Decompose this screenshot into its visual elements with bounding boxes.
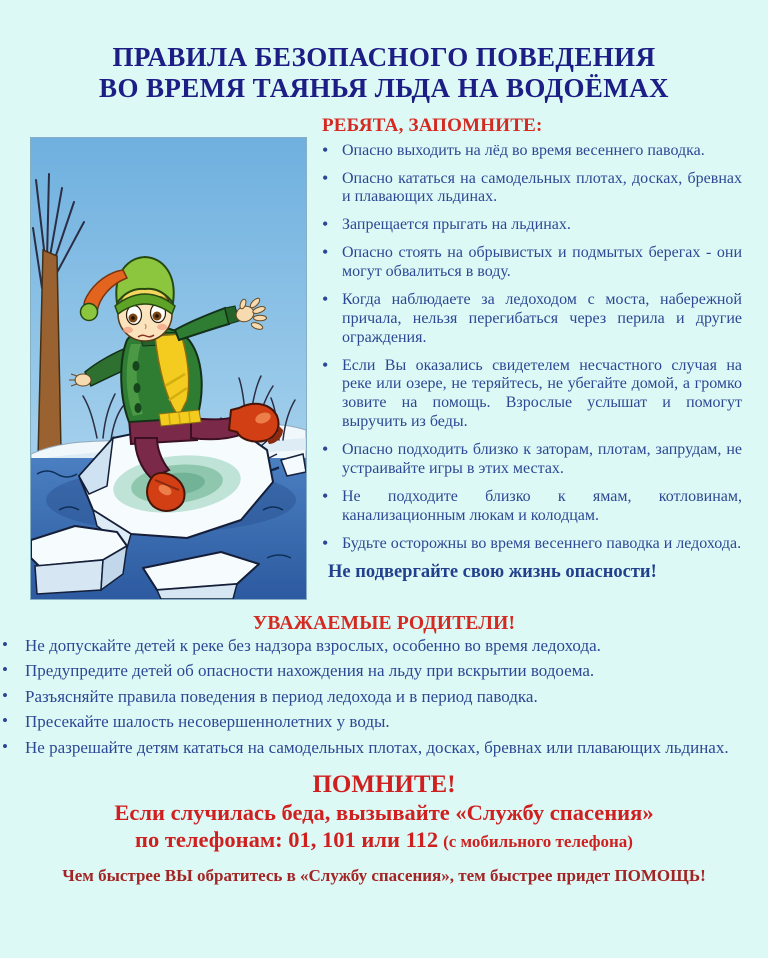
list-item: • Не разрешайте детям кататься на самодельных плотах, досках, бревнах или плавающих льдинах.: [0, 737, 768, 759]
parents-rules-list: [0, 635, 768, 759]
list-item: • Предупредите детей об опасности нахождения на льду при вскрытии водоема.: [0, 660, 768, 682]
title-line-2: ВО ВРЕМЯ ТАЯНЬЯ ЛЬДА НА ВОДОЁМАХ: [99, 73, 669, 104]
list-item: • Пресекайте шалость несовершеннолетних у воды.: [0, 711, 768, 733]
final-warning: Чем быстрее ВЫ обратитесь в «Службу спасения», тем быстрее придет ПОМОЩЬ!: [62, 865, 706, 885]
remember-heading: ПОМНИТЕ!: [312, 770, 456, 798]
list-item: • Разъясняйте правила поведения в период ледохода и в период паводка.: [0, 686, 768, 708]
phone-numbers: по телефонам: 01, 101 или 112: [135, 826, 439, 852]
list-item: • Будьте осторожны во время весеннего паводка и ледохода.: [320, 535, 742, 554]
list-item: • Если Вы оказались свидетелем несчастного случая на реке или озере, не теряйтесь, не убегайте домой, а громко зовите на помощь. Взрослые услышат и помогут выручить из беды.: [320, 357, 742, 433]
list-item: • Не подходите близко к ямам, котловинам, канализационным люкам и колодцам.: [320, 488, 742, 526]
title-line-1: ПРАВИЛА БЕЗОПАСНОГО ПОВЕДЕНИЯ: [112, 42, 656, 72]
kids-section: [320, 115, 742, 584]
list-item: • Опасно кататься на самодельных плотах, досках, бревнах и плавающих льдинах.: [320, 170, 742, 208]
list-item: • Когда наблюдаете за ледоходом с моста, набережной причала, нельзя перегибаться через перила и другие ограждения.: [320, 291, 742, 348]
list-item: • Опасно стоять на обрывистых и подмытых берегах - они могут обвалиться в воду.: [320, 244, 742, 282]
child-on-ice-illustration: [30, 137, 307, 600]
emergency-call-line: Если случилась беда, вызывайте «Службу спасения»: [114, 799, 654, 825]
page-title: [0, 0, 768, 105]
kids-heading: РЕБЯТА, ЗАПОМНИТЕ:: [322, 114, 543, 136]
kids-rules-list: [320, 142, 742, 554]
mobile-phone-note: (с мобильного телефона): [443, 831, 633, 851]
phone-numbers-line: [0, 827, 768, 853]
list-item: • Опасно подходить близко к заторам, плотам, запрудам, не устраивайте игры в этих местах.: [320, 441, 742, 479]
kids-warning: Не подвергайте свою жизнь опасности!: [328, 562, 657, 583]
main-row: [0, 115, 768, 600]
parents-heading: УВАЖАЕМЫЕ РОДИТЕЛИ!: [252, 612, 516, 634]
list-item: • Не допускайте детей к реке без надзора взрослых, особенно во время ледохода.: [0, 635, 768, 657]
list-item: • Опасно выходить на лёд во время весеннего паводка.: [320, 142, 742, 161]
list-item: • Запрещается прыгать на льдинах.: [320, 216, 742, 235]
